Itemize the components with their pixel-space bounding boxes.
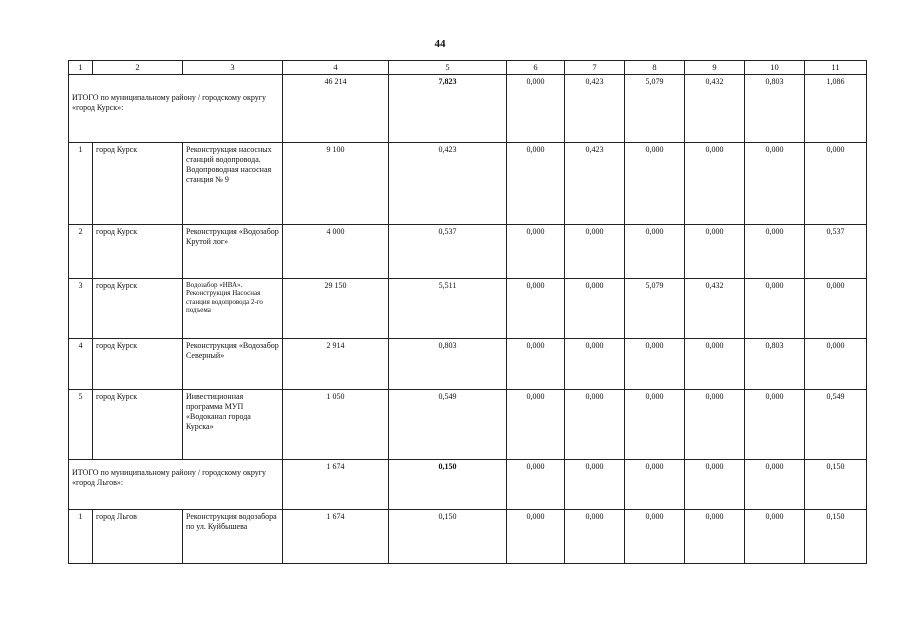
table-row [69, 279, 867, 339]
table-cell: 0,000 [745, 279, 805, 339]
table-cell: 4 000 [283, 225, 389, 279]
table-cell: 7,823 [389, 75, 507, 143]
table-cell: 0,537 [389, 225, 507, 279]
table-cell: 0,000 [625, 390, 685, 460]
table-cell: 0,000 [805, 279, 867, 339]
table-cell: 0,000 [565, 510, 625, 564]
table-cell: 0,549 [805, 390, 867, 460]
table-cell: 0,803 [745, 75, 805, 143]
table-cell: 0,803 [389, 339, 507, 390]
investment-table [68, 60, 867, 564]
column-header: 9 [685, 61, 745, 75]
table-row [69, 510, 867, 564]
table-cell: 0,000 [685, 143, 745, 225]
row-number: 2 [69, 225, 93, 279]
column-header: 5 [389, 61, 507, 75]
city-cell: город Курск [93, 339, 183, 390]
table-cell: 0,432 [685, 75, 745, 143]
table-cell: 0,803 [745, 339, 805, 390]
table-cell: 0,000 [565, 279, 625, 339]
table-cell: 2 914 [283, 339, 389, 390]
total-row-lgov [69, 460, 867, 510]
table-cell: 0,000 [507, 339, 565, 390]
table-cell: 0,549 [389, 390, 507, 460]
project-name-cell: Реконструкция «Водозабор Северный» [183, 339, 283, 390]
table-cell: 0,000 [565, 339, 625, 390]
column-header: 8 [625, 61, 685, 75]
table-cell: 1,086 [805, 75, 867, 143]
table-cell: 0,000 [745, 510, 805, 564]
project-name-cell: Реконструкция «Водозабор Крутой лог» [183, 225, 283, 279]
project-name-cell: Реконструкция водозабора по ул. Куйбышева [183, 510, 283, 564]
table-cell: 29 150 [283, 279, 389, 339]
table-cell: 0,000 [625, 225, 685, 279]
table-cell: 0,423 [565, 75, 625, 143]
total-label: ИТОГО по муниципальному району / городскому округу «город Курск»: [69, 75, 283, 143]
row-number: 4 [69, 339, 93, 390]
table-cell: 0,000 [685, 339, 745, 390]
column-header: 3 [183, 61, 283, 75]
table-cell: 0,000 [745, 390, 805, 460]
table-cell: 0,150 [389, 460, 507, 510]
row-number: 3 [69, 279, 93, 339]
table-cell: 0,000 [507, 75, 565, 143]
table-row [69, 339, 867, 390]
column-header: 7 [565, 61, 625, 75]
table-cell: 5,511 [389, 279, 507, 339]
row-number: 5 [69, 390, 93, 460]
table-cell: 0,000 [565, 390, 625, 460]
table-cell: 1 050 [283, 390, 389, 460]
table-cell: 0,000 [507, 390, 565, 460]
table-cell: 0,000 [745, 460, 805, 510]
row-number: 1 [69, 510, 93, 564]
table-cell: 1 674 [283, 460, 389, 510]
table-cell: 5,079 [625, 279, 685, 339]
table-cell: 0,432 [685, 279, 745, 339]
table-row [69, 143, 867, 225]
project-name-cell: Водозабор «НВА». Реконструкция Насосная станция водопровода 2-го подъема [183, 279, 283, 339]
table-cell: 5,079 [625, 75, 685, 143]
table-cell: 0,000 [507, 143, 565, 225]
total-row-kursk [69, 75, 867, 143]
table-cell: 1 674 [283, 510, 389, 564]
table-cell: 0,000 [507, 510, 565, 564]
table-row [69, 390, 867, 460]
column-header: 1 [69, 61, 93, 75]
table-cell: 0,537 [805, 225, 867, 279]
table-cell: 0,000 [805, 339, 867, 390]
table-cell: 0,000 [565, 460, 625, 510]
table-cell: 0,150 [805, 510, 867, 564]
column-header: 11 [805, 61, 867, 75]
table-cell: 0,150 [389, 510, 507, 564]
table-cell: 0,000 [625, 460, 685, 510]
table-cell: 9 100 [283, 143, 389, 225]
table-cell: 0,000 [507, 225, 565, 279]
table-cell: 0,000 [507, 279, 565, 339]
table-cell: 0,000 [625, 339, 685, 390]
table-row [69, 225, 867, 279]
table-cell: 0,000 [745, 225, 805, 279]
table-cell: 0,000 [685, 225, 745, 279]
table-cell: 0,423 [389, 143, 507, 225]
city-cell: город Курск [93, 143, 183, 225]
table-cell: 0,000 [685, 460, 745, 510]
table-cell: 0,000 [625, 510, 685, 564]
table-cell: 0,000 [565, 225, 625, 279]
project-name-cell: Реконструкция насосных станций водопровода. Водопроводная насосная станция № 9 [183, 143, 283, 225]
table-cell: 0,000 [625, 143, 685, 225]
table-cell: 46 214 [283, 75, 389, 143]
table-cell: 0,150 [805, 460, 867, 510]
table-cell: 0,000 [685, 390, 745, 460]
table-cell: 0,000 [805, 143, 867, 225]
city-cell: город Льгов [93, 510, 183, 564]
column-header: 10 [745, 61, 805, 75]
table-cell: 0,000 [745, 143, 805, 225]
city-cell: город Курск [93, 390, 183, 460]
column-header: 4 [283, 61, 389, 75]
column-header: 2 [93, 61, 183, 75]
table-cell: 0,423 [565, 143, 625, 225]
column-header: 6 [507, 61, 565, 75]
table-cell: 0,000 [685, 510, 745, 564]
city-cell: город Курск [93, 279, 183, 339]
total-label: ИТОГО по муниципальному району / городскому округу «город Льгов»: [69, 460, 283, 510]
page-number: 44 [434, 38, 446, 50]
table-cell: 0,000 [507, 460, 565, 510]
row-number: 1 [69, 143, 93, 225]
city-cell: город Курск [93, 225, 183, 279]
project-name-cell: Инвестиционная программа МУП «Водоканал города Курска» [183, 390, 283, 460]
header-row [69, 61, 867, 75]
